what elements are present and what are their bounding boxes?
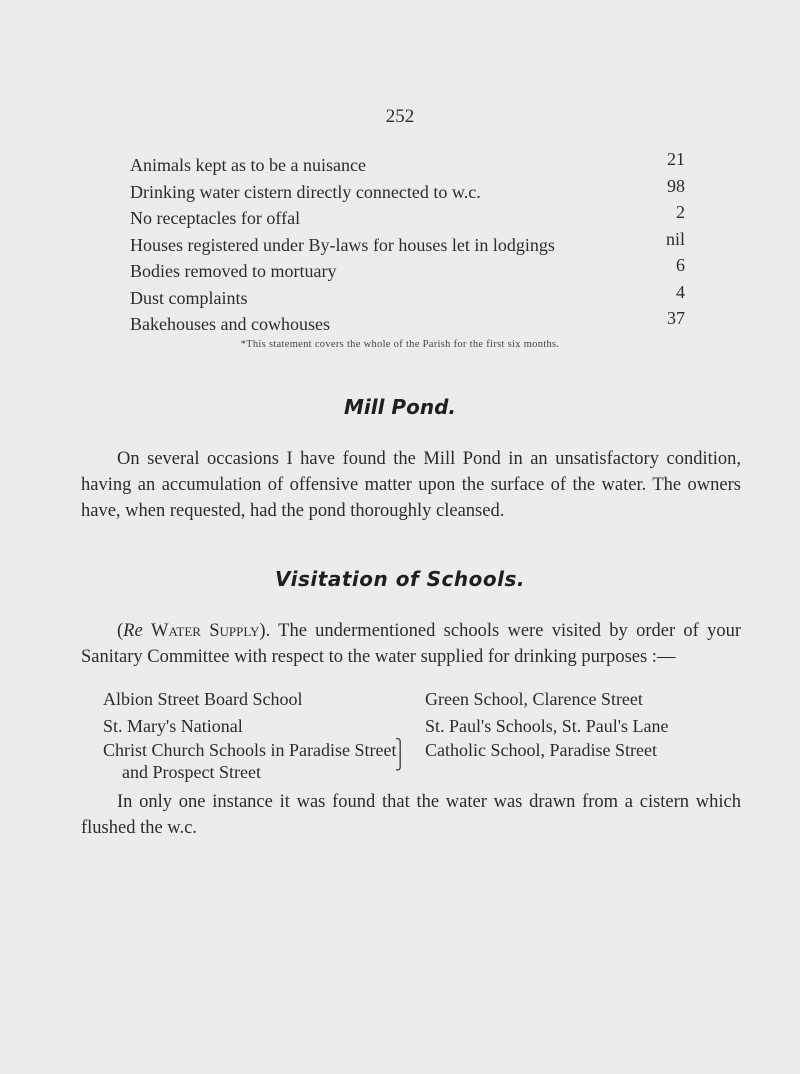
stat-row [130,150,685,177]
mill-pond-paragraph: On several occasions I have found the Mill Pond in an unsatisfactory condition, having an accumulation of offensive matter upon the surface of the water. The owners have, when requested, had the pond thoroughly cleansed. [81,449,741,521]
stat-value: 37 [667,308,685,328]
stat-label: No receptacles for offal [130,208,301,228]
school-left: St. Mary's National [103,716,243,736]
stat-value: 4 [676,281,685,302]
stat-value: 98 [667,175,685,196]
intro-rest: ). The undermentioned schools were visited by order of your Sanitary Committee with respect to the water supplied for drinking purposes :— [81,621,742,667]
stat-row [130,256,685,283]
statistics-table [130,150,685,336]
stat-label: Animals kept as to be a nuisance [130,155,366,175]
school-left: Albion Street Board School [103,689,303,709]
school-right: Green School, Clarence Street [425,689,643,709]
intro-subject: Water Supply [150,621,260,641]
visitation-conclusion: In only one instance it was found that the water was drawn from a cistern which flushed the w.c. [81,792,741,838]
school-right: St. Paul's Schools, St. Paul's Lane [425,716,669,736]
visitation-heading: Visitation of Schools. [275,567,525,591]
stat-label: Dust complaints [130,287,248,308]
visitation-intro: (Re Water Supply). The undermentioned schools were visited by order of your Sanitary Committee with respect to the water supplied for drinking purposes :— [81,621,742,667]
stat-label: Bakehouses and cowhouses [130,314,330,334]
stat-label: Drinking water cistern directly connected to w.c. [130,181,481,202]
school-right: Catholic School, Paradise Street [425,740,657,760]
page-number: 252 [385,106,415,127]
statistics-footnote: *This statement covers the whole of the Parish for the first six months. [240,339,560,350]
stat-row [130,177,685,204]
stat-label: Bodies removed to mortuary [130,261,337,281]
brace-mark: ⎫ ⎭ [395,740,406,771]
stat-row [130,230,685,257]
school-left: and Prospect Street [122,762,261,782]
stat-value: 6 [676,255,685,275]
intro-re: Re [123,621,143,641]
mill-pond-heading: Mill Pond. [344,395,456,419]
stat-value: 2 [676,202,685,222]
stat-row [130,309,685,336]
stat-value: 21 [667,149,685,169]
stat-row [130,203,685,230]
stat-label: Houses registered under By-laws for houses let in lodgings [130,234,555,255]
stat-value: nil [665,228,685,249]
stat-row [130,283,685,310]
school-left: Christ Church Schools in Paradise Street [103,740,397,760]
